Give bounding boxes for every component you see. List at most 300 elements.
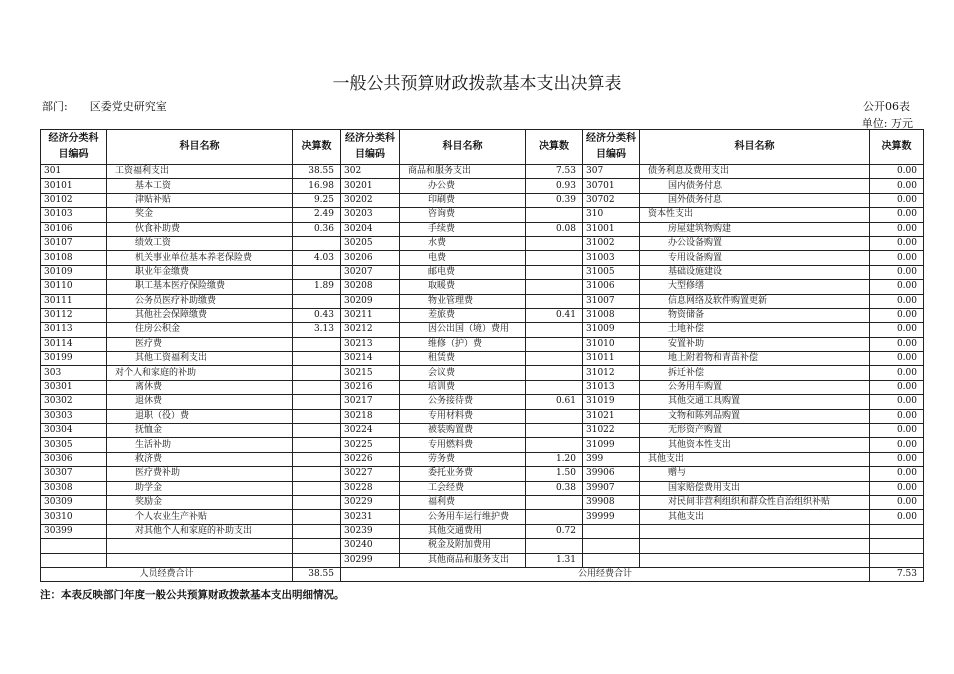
amount-cell: 1.20 [526, 452, 583, 466]
amount-cell [293, 524, 341, 538]
name-cell: 职业年金缴费 [107, 265, 293, 279]
code-cell: 30107 [41, 236, 107, 250]
code-cell: 30216 [341, 380, 400, 394]
code-cell: 31002 [583, 236, 640, 250]
name-cell: 房屋建筑物购建 [640, 222, 870, 236]
code-cell: 31005 [583, 265, 640, 279]
name-cell: 被装购置费 [400, 424, 526, 438]
name-cell: 福利费 [400, 495, 526, 509]
code-cell: 30240 [341, 539, 400, 553]
name-cell: 其他支出 [640, 452, 870, 466]
table-row [41, 510, 924, 524]
amount-cell: 4.03 [293, 251, 341, 265]
amount-cell [293, 395, 341, 409]
code-cell: 301 [41, 165, 107, 179]
form-code: 公开06表 [863, 100, 910, 113]
name-cell [107, 539, 293, 553]
header-code-1: 经济分类科目编码 [41, 130, 107, 165]
code-cell: 31021 [583, 409, 640, 423]
table-row [41, 452, 924, 466]
code-cell: 30213 [341, 337, 400, 351]
amount-cell [293, 352, 341, 366]
name-cell [640, 524, 870, 538]
amount-cell [293, 265, 341, 279]
table-row [41, 395, 924, 409]
code-cell: 39999 [583, 510, 640, 524]
name-cell: 赠与 [640, 467, 870, 481]
code-cell: 30212 [341, 323, 400, 337]
totals-row [41, 567, 924, 581]
amount-cell: 0.00 [870, 179, 924, 193]
name-cell: 奖金 [107, 208, 293, 222]
name-cell: 税金及附加费用 [400, 539, 526, 553]
amount-cell: 0.00 [870, 366, 924, 380]
amount-cell [526, 495, 583, 509]
amount-cell [293, 553, 341, 567]
table-row [41, 222, 924, 236]
name-cell: 办公费 [400, 179, 526, 193]
name-cell: 印刷费 [400, 193, 526, 207]
amount-cell: 0.08 [526, 222, 583, 236]
amount-cell [526, 366, 583, 380]
amount-cell [526, 380, 583, 394]
table-row [41, 467, 924, 481]
code-cell: 30226 [341, 452, 400, 466]
name-cell: 其他交通工具购置 [640, 395, 870, 409]
code-cell: 30214 [341, 352, 400, 366]
name-cell: 无形资产购置 [640, 424, 870, 438]
name-cell: 抚恤金 [107, 424, 293, 438]
code-cell: 30217 [341, 395, 400, 409]
amount-cell [526, 208, 583, 222]
code-cell: 30203 [341, 208, 400, 222]
name-cell: 离休费 [107, 380, 293, 394]
name-cell: 生活补助 [107, 438, 293, 452]
amount-cell: 0.61 [526, 395, 583, 409]
table-row [41, 352, 924, 366]
header-amount-1: 决算数 [293, 130, 341, 165]
name-cell: 职工基本医疗保险缴费 [107, 280, 293, 294]
amount-cell [526, 236, 583, 250]
name-cell: 基本工资 [107, 179, 293, 193]
header-name-2: 科目名称 [400, 130, 526, 165]
code-cell: 30201 [341, 179, 400, 193]
name-cell: 土地补偿 [640, 323, 870, 337]
code-cell: 30207 [341, 265, 400, 279]
name-cell: 大型修缮 [640, 280, 870, 294]
name-cell: 伙食补助费 [107, 222, 293, 236]
amount-cell: 0.41 [526, 308, 583, 322]
amount-cell: 0.93 [526, 179, 583, 193]
amount-cell: 0.72 [526, 524, 583, 538]
amount-cell: 1.50 [526, 467, 583, 481]
amount-cell: 1.31 [526, 553, 583, 567]
name-cell: 债务利息及费用支出 [640, 165, 870, 179]
amount-cell [526, 409, 583, 423]
table-row [41, 539, 924, 553]
amount-cell [293, 481, 341, 495]
name-cell: 专用设备购置 [640, 251, 870, 265]
code-cell: 30114 [41, 337, 107, 351]
amount-cell: 0.00 [870, 294, 924, 308]
name-cell: 个人农业生产补贴 [107, 510, 293, 524]
amount-cell: 0.00 [870, 510, 924, 524]
amount-cell: 0.00 [870, 409, 924, 423]
unit-label: 单位: 万元 [861, 117, 913, 130]
name-cell: 绩效工资 [107, 236, 293, 250]
code-cell: 30106 [41, 222, 107, 236]
amount-cell [526, 294, 583, 308]
amount-cell [870, 524, 924, 538]
code-cell: 31013 [583, 380, 640, 394]
name-cell [107, 553, 293, 567]
header-row [41, 130, 924, 165]
name-cell: 助学金 [107, 481, 293, 495]
code-cell: 30113 [41, 323, 107, 337]
department-name: 区委党史研究室 [89, 100, 167, 113]
amount-cell: 0.00 [870, 352, 924, 366]
amount-cell: 38.55 [293, 165, 341, 179]
code-cell: 31019 [583, 395, 640, 409]
code-cell: 30304 [41, 424, 107, 438]
code-cell: 30111 [41, 294, 107, 308]
amount-cell [526, 280, 583, 294]
name-cell: 其他资本性支出 [640, 438, 870, 452]
code-cell: 30225 [341, 438, 400, 452]
amount-cell [293, 424, 341, 438]
name-cell: 电费 [400, 251, 526, 265]
code-cell: 30211 [341, 308, 400, 322]
code-cell: 39908 [583, 495, 640, 509]
table-row [41, 409, 924, 423]
name-cell: 物资储备 [640, 308, 870, 322]
name-cell: 医疗费 [107, 337, 293, 351]
code-cell [41, 539, 107, 553]
name-cell: 邮电费 [400, 265, 526, 279]
table-row [41, 193, 924, 207]
amount-cell: 0.00 [870, 236, 924, 250]
code-cell: 30224 [341, 424, 400, 438]
amount-cell: 0.00 [870, 208, 924, 222]
amount-cell: 7.53 [526, 165, 583, 179]
code-cell: 30229 [341, 495, 400, 509]
amount-cell: 0.00 [870, 395, 924, 409]
code-cell: 30208 [341, 280, 400, 294]
name-cell: 取暖费 [400, 280, 526, 294]
public-total-value: 7.53 [870, 567, 924, 581]
amount-cell [526, 265, 583, 279]
code-cell: 31011 [583, 352, 640, 366]
code-cell [583, 539, 640, 553]
name-cell [640, 539, 870, 553]
amount-cell: 0.00 [870, 165, 924, 179]
table-row [41, 265, 924, 279]
amount-cell: 16.98 [293, 179, 341, 193]
code-cell: 30204 [341, 222, 400, 236]
name-cell: 基础设施建设 [640, 265, 870, 279]
amount-cell [526, 438, 583, 452]
table-row [41, 495, 924, 509]
name-cell: 因公出国（境）费用 [400, 323, 526, 337]
code-cell: 30228 [341, 481, 400, 495]
code-cell: 30310 [41, 510, 107, 524]
amount-cell: 1.89 [293, 280, 341, 294]
public-total-label: 公用经费合计 [341, 567, 870, 581]
header-code-2: 经济分类科目编码 [341, 130, 400, 165]
amount-cell: 0.00 [870, 193, 924, 207]
personnel-total-label: 人员经费合计 [41, 567, 293, 581]
amount-cell [526, 539, 583, 553]
name-cell: 公务用车运行维护费 [400, 510, 526, 524]
code-cell: 30205 [341, 236, 400, 250]
name-cell: 奖励金 [107, 495, 293, 509]
name-cell [640, 553, 870, 567]
code-cell: 31022 [583, 424, 640, 438]
amount-cell [293, 236, 341, 250]
amount-cell [293, 438, 341, 452]
name-cell: 住房公积金 [107, 323, 293, 337]
name-cell: 维修（护）费 [400, 337, 526, 351]
amount-cell: 2.49 [293, 208, 341, 222]
name-cell: 安置补助 [640, 337, 870, 351]
header-name-3: 科目名称 [640, 130, 870, 165]
code-cell: 399 [583, 452, 640, 466]
amount-cell: 0.36 [293, 222, 341, 236]
code-cell [583, 524, 640, 538]
code-cell: 30209 [341, 294, 400, 308]
code-cell: 30199 [41, 352, 107, 366]
table-row [41, 294, 924, 308]
name-cell: 租赁费 [400, 352, 526, 366]
code-cell: 307 [583, 165, 640, 179]
name-cell: 退休费 [107, 395, 293, 409]
code-cell: 31001 [583, 222, 640, 236]
amount-cell: 0.00 [870, 280, 924, 294]
table-row [41, 380, 924, 394]
table-row [41, 208, 924, 222]
amount-cell [526, 424, 583, 438]
code-cell: 30301 [41, 380, 107, 394]
name-cell: 咨询费 [400, 208, 526, 222]
name-cell: 退职（役）费 [107, 409, 293, 423]
name-cell: 专用燃料费 [400, 438, 526, 452]
amount-cell [526, 323, 583, 337]
name-cell: 其他社会保障缴费 [107, 308, 293, 322]
code-cell: 31009 [583, 323, 640, 337]
name-cell: 地上附着物和青苗补偿 [640, 352, 870, 366]
code-cell: 30299 [341, 553, 400, 567]
name-cell: 公务用车购置 [640, 380, 870, 394]
name-cell: 其他工资福利支出 [107, 352, 293, 366]
code-cell [41, 553, 107, 567]
name-cell: 津贴补贴 [107, 193, 293, 207]
code-cell: 31007 [583, 294, 640, 308]
code-cell: 30306 [41, 452, 107, 466]
table-row [41, 524, 924, 538]
code-cell: 30307 [41, 467, 107, 481]
name-cell: 专用材料费 [400, 409, 526, 423]
code-cell: 30702 [583, 193, 640, 207]
amount-cell [293, 337, 341, 351]
code-cell: 39906 [583, 467, 640, 481]
amount-cell: 0.00 [870, 222, 924, 236]
code-cell: 30202 [341, 193, 400, 207]
name-cell: 其他商品和服务支出 [400, 553, 526, 567]
header-amount-2: 决算数 [526, 130, 583, 165]
table-row [41, 165, 924, 179]
code-cell: 30302 [41, 395, 107, 409]
name-cell: 公务接待费 [400, 395, 526, 409]
code-cell: 310 [583, 208, 640, 222]
footnote: 注：本表反映部门年度一般公共预算财政拨款基本支出明细情况。 [40, 589, 345, 601]
name-cell: 医疗费补助 [107, 467, 293, 481]
code-cell: 31010 [583, 337, 640, 351]
name-cell: 国外债务付息 [640, 193, 870, 207]
header-name-1: 科目名称 [107, 130, 293, 165]
name-cell: 信息网络及软件购置更新 [640, 294, 870, 308]
code-cell: 30239 [341, 524, 400, 538]
name-cell: 国家赔偿费用支出 [640, 481, 870, 495]
name-cell: 机关事业单位基本养老保险费 [107, 251, 293, 265]
code-cell: 30309 [41, 495, 107, 509]
name-cell: 办公设备购置 [640, 236, 870, 250]
name-cell: 对个人和家庭的补助 [107, 366, 293, 380]
table-row [41, 236, 924, 250]
amount-cell [293, 467, 341, 481]
department-line [42, 98, 167, 114]
name-cell: 会议费 [400, 366, 526, 380]
table-row [41, 251, 924, 265]
name-cell: 文物和陈列品购置 [640, 409, 870, 423]
name-cell: 救济费 [107, 452, 293, 466]
amount-cell [526, 337, 583, 351]
code-cell: 30206 [341, 251, 400, 265]
page-title: 一般公共预算财政拨款基本支出决算表 [332, 74, 622, 94]
amount-cell: 9.25 [293, 193, 341, 207]
table-row [41, 553, 924, 567]
amount-cell: 0.00 [870, 251, 924, 265]
name-cell: 国内债务付息 [640, 179, 870, 193]
amount-cell: 0.00 [870, 438, 924, 452]
table-row [41, 323, 924, 337]
table-row [41, 179, 924, 193]
name-cell: 工会经费 [400, 481, 526, 495]
name-cell: 对民间非营利组织和群众性自治组织补贴 [640, 495, 870, 509]
code-cell [583, 553, 640, 567]
department-label: 部门: [42, 100, 68, 113]
name-cell: 公务员医疗补助缴费 [107, 294, 293, 308]
amount-cell [526, 251, 583, 265]
amount-cell: 0.00 [870, 481, 924, 495]
amount-cell [526, 352, 583, 366]
name-cell: 差旅费 [400, 308, 526, 322]
name-cell: 手续费 [400, 222, 526, 236]
name-cell: 拆迁补偿 [640, 366, 870, 380]
personnel-total-value: 38.55 [293, 567, 341, 581]
amount-cell: 0.39 [526, 193, 583, 207]
amount-cell: 0.00 [870, 308, 924, 322]
code-cell: 30112 [41, 308, 107, 322]
code-cell: 30308 [41, 481, 107, 495]
amount-cell [293, 366, 341, 380]
code-cell: 30701 [583, 179, 640, 193]
code-cell: 31012 [583, 366, 640, 380]
amount-cell [293, 510, 341, 524]
code-cell: 31008 [583, 308, 640, 322]
amount-cell: 0.00 [870, 265, 924, 279]
amount-cell [293, 409, 341, 423]
code-cell: 30108 [41, 251, 107, 265]
amount-cell: 0.00 [870, 495, 924, 509]
code-cell: 30109 [41, 265, 107, 279]
code-cell: 30231 [341, 510, 400, 524]
code-cell: 303 [41, 366, 107, 380]
code-cell: 302 [341, 165, 400, 179]
amount-cell: 3.13 [293, 323, 341, 337]
amount-cell: 0.43 [293, 308, 341, 322]
amount-cell: 0.38 [526, 481, 583, 495]
table-row [41, 438, 924, 452]
name-cell: 对其他个人和家庭的补助支出 [107, 524, 293, 538]
name-cell: 培训费 [400, 380, 526, 394]
code-cell: 30305 [41, 438, 107, 452]
name-cell: 商品和服务支出 [400, 165, 526, 179]
name-cell: 委托业务费 [400, 467, 526, 481]
amount-cell: 0.00 [870, 337, 924, 351]
code-cell: 30102 [41, 193, 107, 207]
table-row [41, 280, 924, 294]
amount-cell: 0.00 [870, 467, 924, 481]
amount-cell [870, 539, 924, 553]
name-cell: 资本性支出 [640, 208, 870, 222]
code-cell: 30103 [41, 208, 107, 222]
code-cell: 30215 [341, 366, 400, 380]
table-row [41, 366, 924, 380]
expenditure-table [40, 129, 924, 582]
amount-cell [293, 495, 341, 509]
table-row [41, 308, 924, 322]
amount-cell [293, 452, 341, 466]
name-cell: 其他支出 [640, 510, 870, 524]
header-amount-3: 决算数 [870, 130, 924, 165]
code-cell: 31006 [583, 280, 640, 294]
amount-cell: 0.00 [870, 452, 924, 466]
table-row [41, 337, 924, 351]
code-cell: 39907 [583, 481, 640, 495]
code-cell: 30218 [341, 409, 400, 423]
code-cell: 30303 [41, 409, 107, 423]
code-cell: 31099 [583, 438, 640, 452]
amount-cell: 0.00 [870, 323, 924, 337]
code-cell: 30227 [341, 467, 400, 481]
code-cell: 30110 [41, 280, 107, 294]
table-row [41, 424, 924, 438]
table-row [41, 481, 924, 495]
name-cell: 工资福利支出 [107, 165, 293, 179]
name-cell: 劳务费 [400, 452, 526, 466]
amount-cell [293, 294, 341, 308]
code-cell: 31003 [583, 251, 640, 265]
header-code-3: 经济分类科目编码 [583, 130, 640, 165]
amount-cell [870, 553, 924, 567]
amount-cell [293, 380, 341, 394]
name-cell: 物业管理费 [400, 294, 526, 308]
name-cell: 其他交通费用 [400, 524, 526, 538]
amount-cell [293, 539, 341, 553]
code-cell: 30101 [41, 179, 107, 193]
name-cell: 水费 [400, 236, 526, 250]
amount-cell [526, 510, 583, 524]
